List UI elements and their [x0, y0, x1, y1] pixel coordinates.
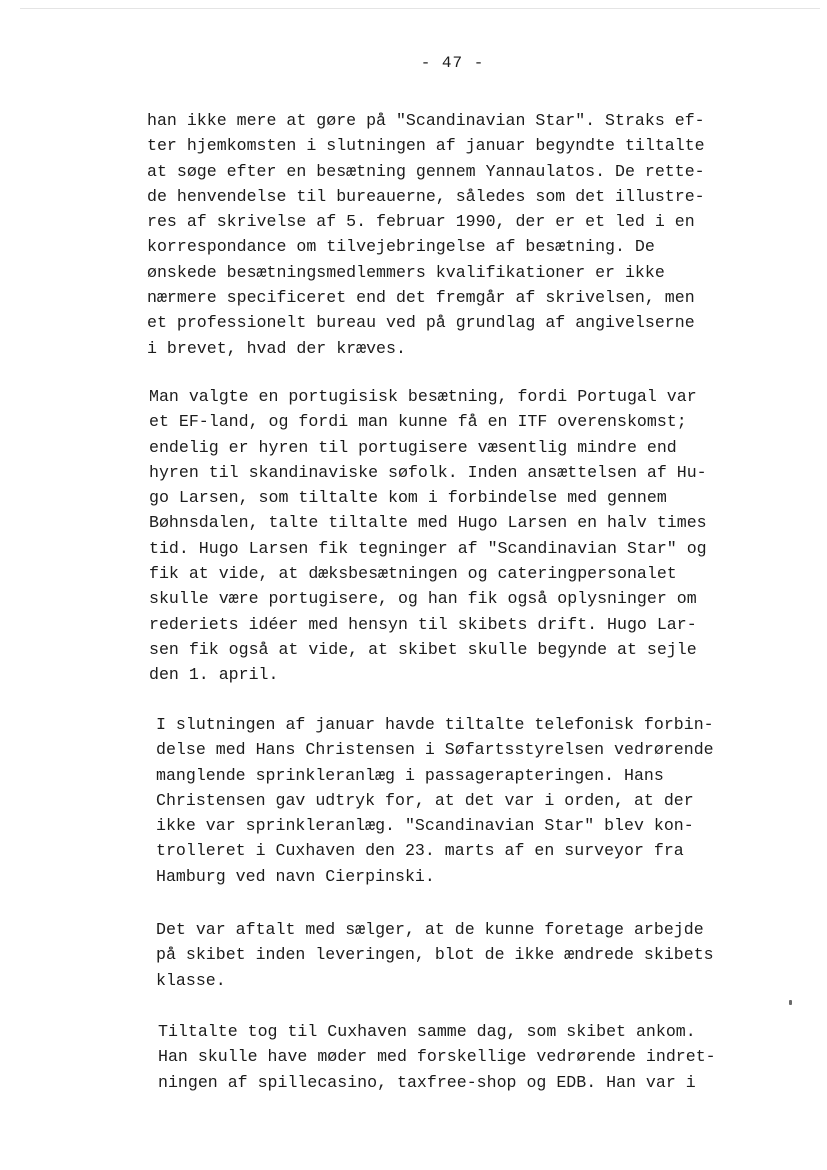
text-line: ningen af spillecasino, taxfree-shop og EDB. Han var i — [158, 1072, 696, 1092]
text-line: nærmere specificeret end det fremgår af skrivelsen, men — [147, 288, 695, 308]
paragraph-5 — [158, 1019, 716, 1095]
text-line: Han skulle have møder med forskellige vedrørende indret- — [158, 1047, 716, 1067]
text-line: trolleret i Cuxhaven den 23. marts af en surveyor fra — [156, 841, 684, 861]
text-line: Tiltalte tog til Cuxhaven samme dag, som skibet ankom. — [158, 1022, 696, 1041]
text-line: ter hjemkomsten i slutningen af januar begyndte tiltalte — [147, 136, 705, 156]
text-line: manglende sprinkleranlæg i passagerapteringen. Hans — [156, 765, 664, 785]
text-line: ikke var sprinkleranlæg. "Scandinavian Star" blev kon- — [156, 816, 694, 836]
text-line: Man valgte en portugisisk besætning, fordi Portugal var — [149, 387, 697, 406]
text-line: ønskede besætningsmedlemmers kvalifikationer er ikke — [147, 262, 665, 282]
text-line: fik at vide, at dæksbesætningen og cateringpersonalet — [149, 564, 677, 584]
paragraph-2 — [149, 384, 707, 688]
text-line: Hamburg ved navn Cierpinski. — [156, 866, 435, 886]
text-line: delse med Hans Christensen i Søfartsstyrelsen vedrørende — [156, 740, 714, 760]
text-line: et EF-land, og fordi man kunne få en ITF overenskomst; — [149, 412, 687, 432]
scan-speck — [789, 1000, 792, 1005]
text-line: på skibet inden leveringen, blot de ikke ændrede skibets — [156, 945, 714, 965]
text-line: i brevet, hvad der kræves. — [147, 338, 406, 358]
paragraph-1 — [147, 108, 705, 361]
text-line: han ikke mere at gøre på "Scandinavian Star". Straks ef- — [147, 111, 705, 130]
text-line: korrespondance om tilvejebringelse af besætning. De — [147, 237, 655, 257]
text-line: den 1. april. — [149, 665, 279, 685]
text-line: rederiets idéer med hensyn til skibets drift. Hugo Lar- — [149, 614, 697, 634]
text-line: klasse. — [156, 970, 226, 990]
text-line: Bøhnsdalen, talte tiltalte med Hugo Larsen en halv times — [149, 513, 707, 533]
text-line: skulle være portugisere, og han fik også oplysninger om — [149, 589, 697, 609]
scan-edge-line — [20, 8, 820, 9]
text-line: Christensen gav udtryk for, at det var i orden, at der — [156, 790, 694, 810]
text-line: at søge efter en besætning gennem Yannaulatos. De rette- — [147, 161, 705, 181]
text-line: sen fik også at vide, at skibet skulle begynde at sejle — [149, 639, 697, 659]
text-line: et professionelt bureau ved på grundlag af angivelserne — [147, 313, 695, 333]
paragraph-3 — [156, 712, 714, 889]
text-line: go Larsen, som tiltalte kom i forbindelse med gennem — [149, 488, 667, 508]
text-line: tid. Hugo Larsen fik tegninger af "Scandinavian Star" og — [149, 538, 707, 558]
text-line: endelig er hyren til portugisere væsentlig mindre end — [149, 437, 677, 457]
page-number: - 47 - — [420, 54, 485, 72]
text-line: Det var aftalt med sælger, at de kunne foretage arbejde — [156, 920, 704, 939]
text-line: I slutningen af januar havde tiltalte telefonisk forbin- — [156, 715, 714, 734]
text-line: hyren til skandinaviske søfolk. Inden ansættelsen af Hu- — [149, 462, 707, 482]
paragraph-4 — [156, 917, 714, 993]
text-line: de henvendelse til bureauerne, således som det illustre- — [147, 186, 705, 206]
text-line: res af skrivelse af 5. februar 1990, der er et led i en — [147, 212, 695, 232]
